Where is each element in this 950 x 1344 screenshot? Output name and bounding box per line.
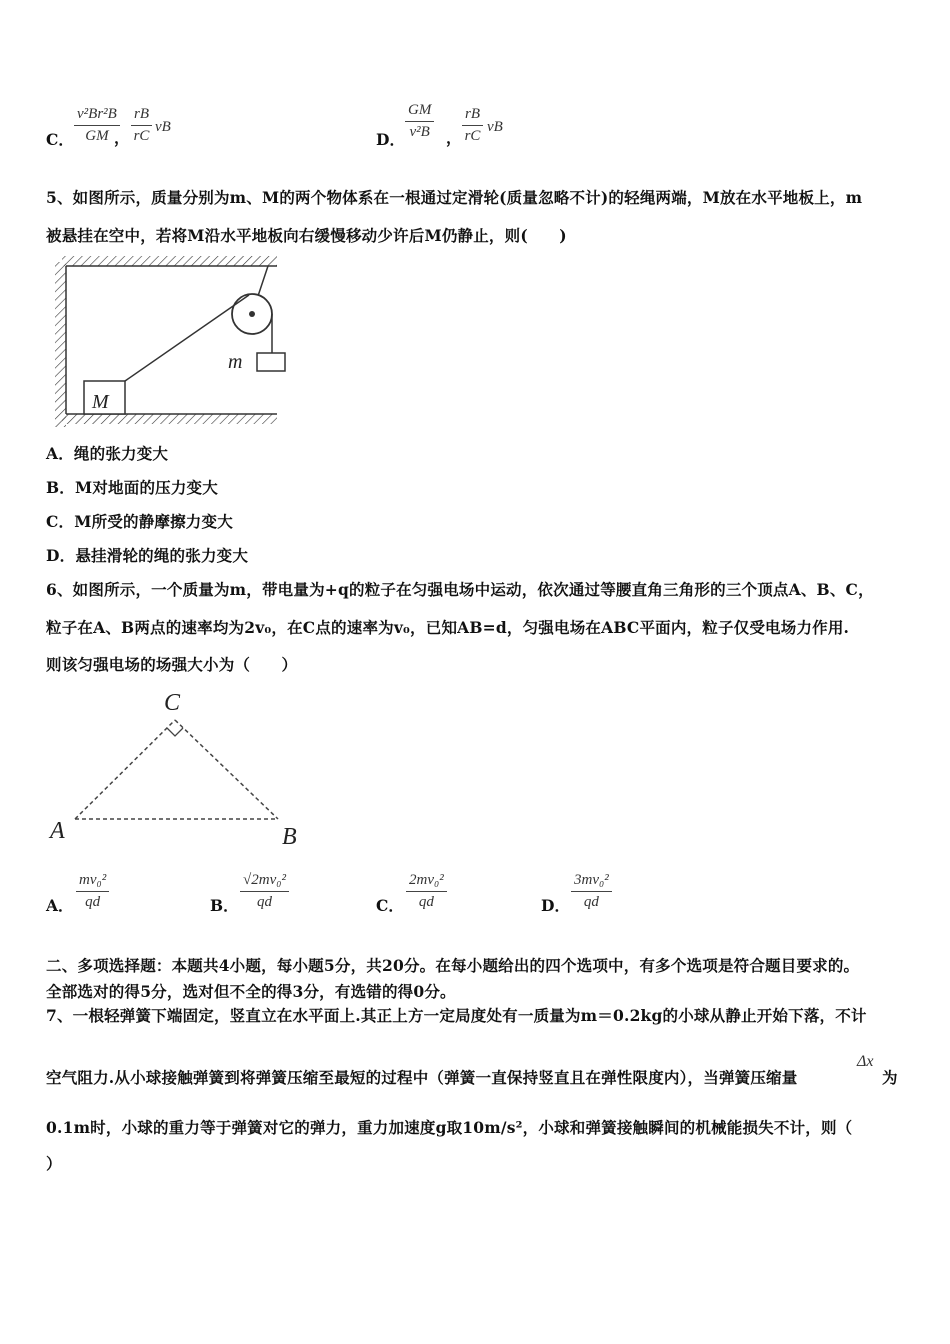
q6-option-c-label: C．: [376, 896, 404, 915]
q6-option-a-fraction: $\frac{\text{mv₀²}}{qd}$: [76, 872, 109, 911]
label-m: m: [228, 351, 243, 373]
q5-option-a: A．绳的张力变大: [46, 444, 169, 463]
q7-stem-line-4: ）: [46, 1154, 62, 1173]
q7-stem-line-1: 7、一根轻弹簧下端固定，竖直立在水平面上.其正上方一定局度处有一质量为m＝0.2kg的小球从静止开始下落，不计: [46, 1006, 867, 1025]
label-M: M: [92, 391, 109, 413]
vertex-A: A: [50, 818, 65, 844]
pulley-axle: [249, 311, 255, 317]
q6-option-b-fraction: $\frac{\text{√2mv₀²}}{qd}$: [240, 872, 289, 911]
q6-option-c-fraction: $\frac{\text{2mv₀²}}{qd}$: [406, 872, 447, 911]
q7-stem-line-2-end: 为: [882, 1068, 898, 1087]
q5-option-c: C．M所受的静摩擦力变大: [46, 512, 233, 531]
q6-stem-line-1: 6、如图所示，一个质量为m，带电量为+q的粒子在匀强电场中运动，依次通过等腰直角三角形的三个顶点A、B、C，: [46, 580, 874, 599]
block-m: [257, 353, 285, 371]
q6-option-d-fraction: $\frac{\text{3mv₀²}}{qd}$: [571, 872, 612, 911]
q5-stem-line-1: 5、如图所示，质量分别为m、M的两个物体系在一根通过定滑轮(质量忽略不计)的轻绳两端，M放在水平地板上，m: [46, 188, 863, 207]
q7-delta-x: Δx: [857, 1053, 874, 1070]
q4-option-d-separator: ，: [446, 128, 462, 147]
q6-triangle-figure: [46, 684, 316, 854]
q4-option-d-tail: vB: [487, 119, 503, 135]
q6-option-b-label: B．: [210, 896, 239, 915]
q6-option-d-label: D．: [541, 896, 570, 915]
q5-option-b: B．M对地面的压力变大: [46, 478, 218, 497]
right-angle-mark: [167, 728, 183, 736]
q4-option-d-fraction-1: $\frac{GM}{\text{v²B}}$: [405, 102, 434, 141]
q5-option-d: D．悬挂滑轮的绳的张力变大: [46, 546, 249, 565]
q5-pulley-figure: [52, 252, 292, 432]
ceiling-hatch: [62, 256, 277, 266]
q6-stem-line-2: 粒子在A、B两点的速率均为2v₀，在C点的速率为v₀，已知AB=d，匀强电场在ABC平面内，粒子仅受电场力作用.: [46, 618, 850, 637]
side-AC: [75, 720, 175, 819]
q4-option-c-separator: ，: [114, 128, 130, 147]
vertex-C: C: [164, 690, 181, 716]
q6-option-a-label: A．: [46, 896, 74, 915]
floor-hatch: [62, 414, 277, 424]
q4-option-c-tail: vB: [155, 119, 171, 135]
wall-hatch: [55, 262, 66, 427]
q7-stem-line-3: 0.1m时，小球的重力等于弹簧对它的弹力，重力加速度g取10m/s²，小球和弹簧接触瞬间的机械能损失不计，则（: [46, 1118, 853, 1137]
section2-instructions-line-1: 二、多项选择题：本题共4小题，每小题5分，共20分。在每小题给出的四个选项中，有多个选项是符合题目要求的。: [46, 956, 860, 975]
side-CB: [175, 720, 278, 819]
vertex-B: B: [282, 824, 297, 850]
q4-option-c-fraction-1: $\frac{\text{v²Br²B}}{GM}$: [74, 106, 120, 145]
q4-option-c-fraction-2: $\frac{rB}{rC}$: [131, 106, 152, 145]
q7-stem-line-2: 空气阻力.从小球接触弹簧到将弹簧压缩至最短的过程中（弹簧一直保持竖直且在弹性限度内），当弹簧压缩量: [46, 1068, 798, 1087]
q5-stem-line-2: 被悬挂在空中，若将M沿水平地板向右缓慢移动少许后M仍静止，则( ): [46, 226, 567, 245]
q4-option-d-fraction-2: $\frac{rB}{rC}$: [462, 106, 483, 145]
q4-option-d-label: D．: [376, 130, 405, 149]
q6-stem-line-3: 则该匀强电场的场强大小为（ ）: [46, 655, 298, 674]
q4-option-c-label: C．: [46, 130, 74, 149]
section2-instructions-line-2: 全部选对的得5分，选对但不全的得3分，有选错的得0分。: [46, 982, 456, 1001]
